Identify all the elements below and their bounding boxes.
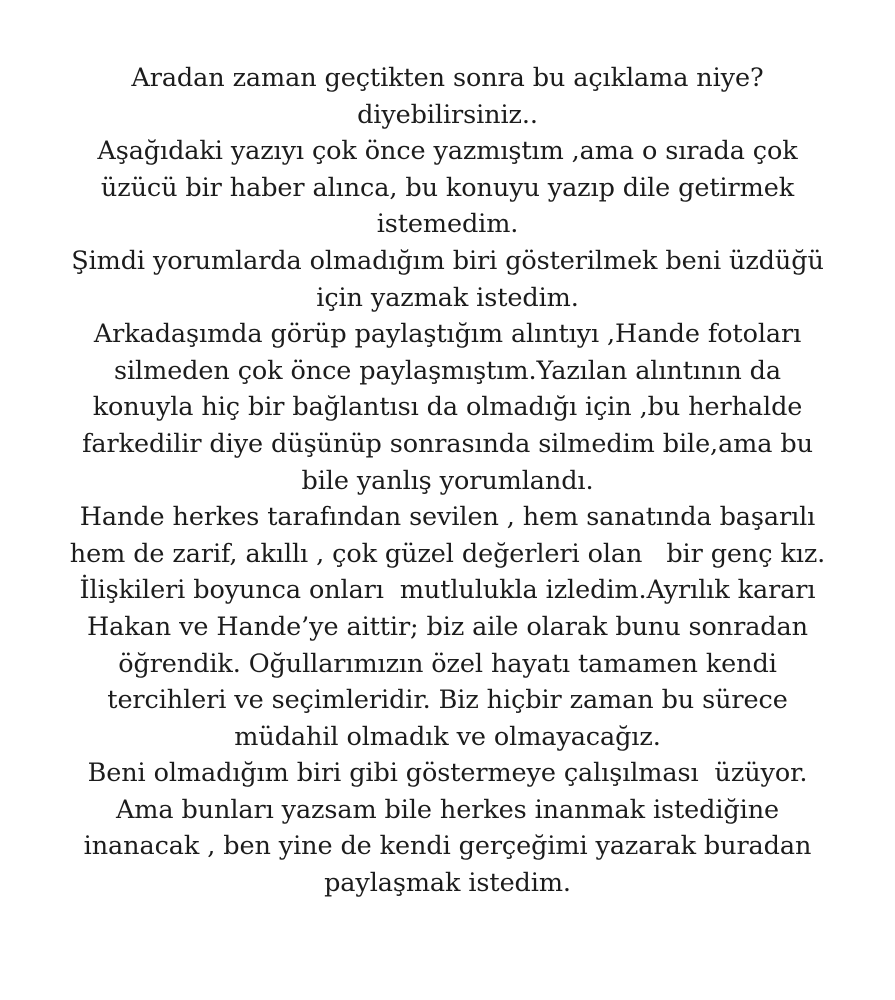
statement-line: bile yanlış yorumlandı. <box>301 465 594 496</box>
statement-line: üzücü bir haber alınca, bu konuyu yazıp dile getirmek <box>100 172 795 203</box>
statement-line: inanacak , ben yine de kendi gerçeğimi yazarak buradan <box>83 831 812 862</box>
statement-line: Aradan zaman geçtikten sonra bu açıklama niye? <box>131 63 764 93</box>
statement-line: konuyla hiç bir bağlantısı da olmadığı için ,bu herhalde <box>92 392 803 423</box>
statement-line: Beni olmadığım biri gibi göstermeye çalışılması üzüyor. <box>87 758 808 789</box>
statement-line: diyebilirsiniz.. <box>357 99 538 130</box>
statement-line: silmeden çok önce paylaşmıştım.Yazılan alıntının da <box>114 355 781 386</box>
statement-line: istemedim. <box>376 209 519 240</box>
statement-line: farkedilir diye düşünüp sonrasında silmedim bile,ama bu <box>82 428 813 459</box>
statement-line: müdahil olmadık ve olmayacağız. <box>234 721 661 752</box>
statement-line: hem de zarif, akıllı , çok güzel değerleri olan bir genç kız. <box>69 538 826 569</box>
statement-text <box>20 60 875 902</box>
statement-line: İlişkileri boyunca onları mutlulukla izledim.Ayrılık kararı <box>79 575 816 606</box>
statement-line: Hande herkes tarafından sevilen , hem sanatında başarılı <box>79 502 816 533</box>
statement-line: tercihleri ve seçimleridir. Biz hiçbir zaman bu sürece <box>107 685 788 716</box>
statement-line: Şimdi yorumlarda olmadığım biri gösterilmek beni üzdüğü <box>71 245 824 276</box>
statement-line: Ama bunları yazsam bile herkes inanmak istediğine <box>115 794 780 825</box>
statement-line: Aşağıdaki yazıyı çok önce yazmıştım ,ama o sırada çok <box>97 136 798 167</box>
statement-line: paylaşmak istedim. <box>324 868 571 899</box>
statement-line: için yazmak istedim. <box>316 282 579 313</box>
statement-line: Hakan ve Hande’ye aittir; biz aile olarak bunu sonradan <box>87 611 808 642</box>
statement-line: Arkadaşımda görüp paylaştığım alıntıyı ,Hande fotoları <box>93 319 802 350</box>
statement-line: öğrendik. Oğullarımızın özel hayatı tamamen kendi <box>118 648 777 679</box>
